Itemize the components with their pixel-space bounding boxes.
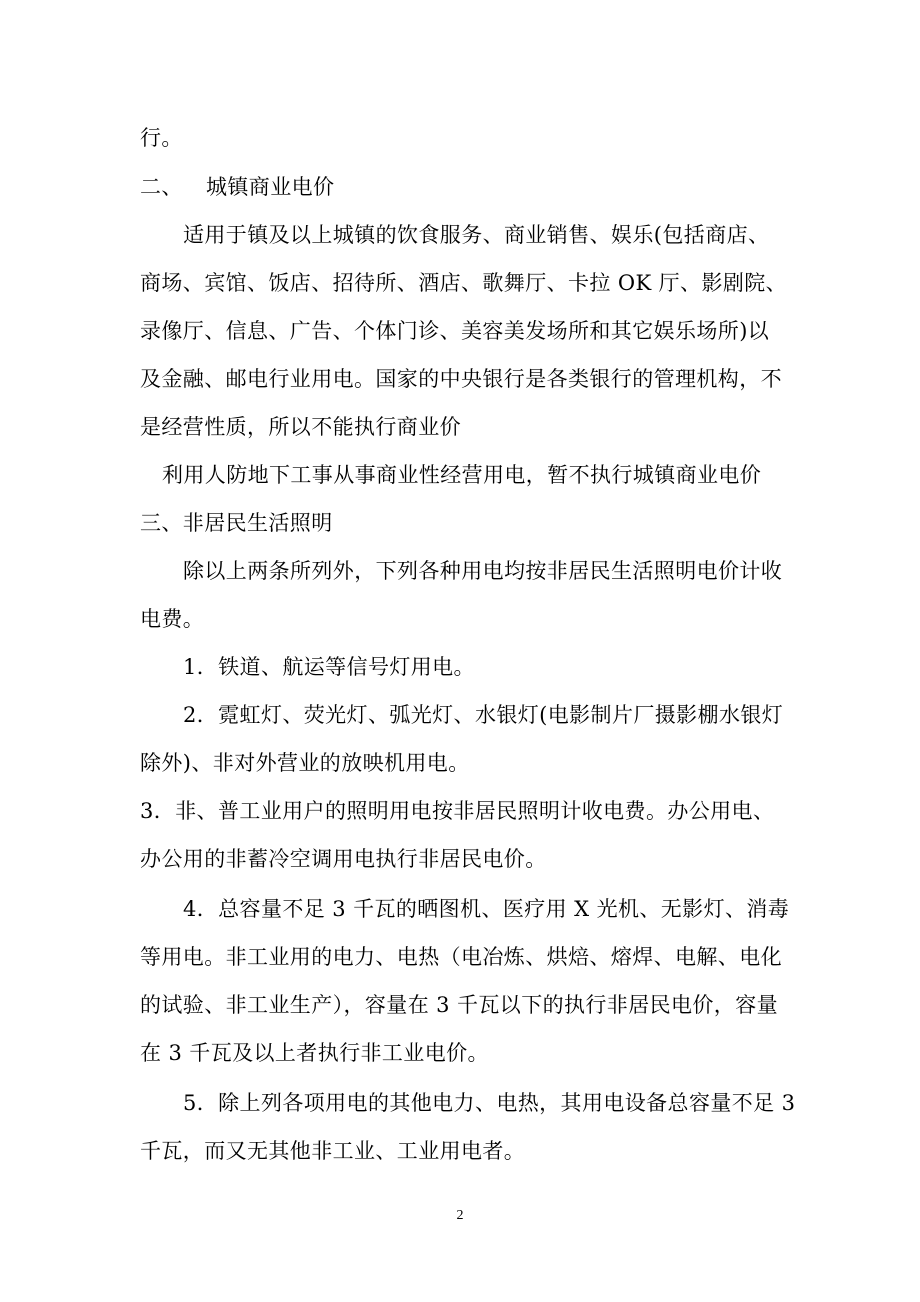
list-item-3: 3．非、普工业用户的照明用电按非居民照明计收电费。办公用电、 (140, 799, 775, 823)
paragraph-line: 除以上两条所列外，下列各种用电均按非居民生活照明电价计收 (183, 559, 783, 583)
paragraph-line: 录像厅、信息、广告、个体门诊、美容美发场所和其它娱乐场所)以 (140, 319, 770, 343)
section-number: 二、 (140, 175, 183, 199)
section-title: 城镇商业电价 (206, 175, 335, 199)
list-item-1: 1．铁道、航运等信号灯用电。 (183, 655, 475, 679)
list-item-4-continued: 在 3 千瓦及以上者执行非工业电价。 (140, 1041, 489, 1065)
paragraph-line: 适用于镇及以上城镇的饮食服务、商业销售、娱乐(包括商店、 (183, 223, 770, 247)
list-item-5: 5．除上列各项用电的其他电力、电热，其用电设备总容量不足 3 (183, 1091, 796, 1115)
list-item-5-continued: 千瓦，而又无其他非工业、工业用电者。 (140, 1139, 526, 1163)
list-item-4-continued: 等用电。非工业用的电力、电热（电冶炼、烘焙、熔焊、电解、电化 (140, 945, 782, 969)
paragraph-line: 商场、宾馆、饭店、招待所、酒店、歌舞厅、卡拉 OK 厅、影剧院、 (140, 271, 788, 295)
paragraph-line: 是经营性质，所以不能执行商业价 (140, 415, 461, 439)
paragraph-line: 电费。 (140, 607, 205, 631)
section-heading-commercial (140, 172, 800, 202)
page-number: 2 (456, 1208, 464, 1223)
list-item-3-continued: 办公用的非蓄冷空调用电执行非居民电价。 (140, 847, 547, 871)
list-item-2: 2．霓虹灯、荧光灯、弧光灯、水银灯(电影制片厂摄影棚水银灯 (183, 703, 784, 727)
text-line: 行。 (140, 126, 183, 150)
list-item-4-continued: 的试验、非工业生产），容量在 3 千瓦以下的执行非居民电价，容量 (140, 993, 779, 1017)
list-item-2-continued: 除外)、非对外营业的放映机用电。 (140, 751, 470, 775)
paragraph-line: 及金融、邮电行业用电。国家的中央银行是各类银行的管理机构，不 (140, 367, 782, 391)
section-heading-non-residential: 三、非居民生活照明 (140, 511, 333, 535)
list-item-4: 4．总容量不足 3 千瓦的晒图机、医疗用 X 光机、无影灯、消毒 (183, 897, 790, 921)
paragraph-line: 利用人防地下工事从事商业性经营用电，暂不执行城镇商业电价 (162, 463, 762, 487)
